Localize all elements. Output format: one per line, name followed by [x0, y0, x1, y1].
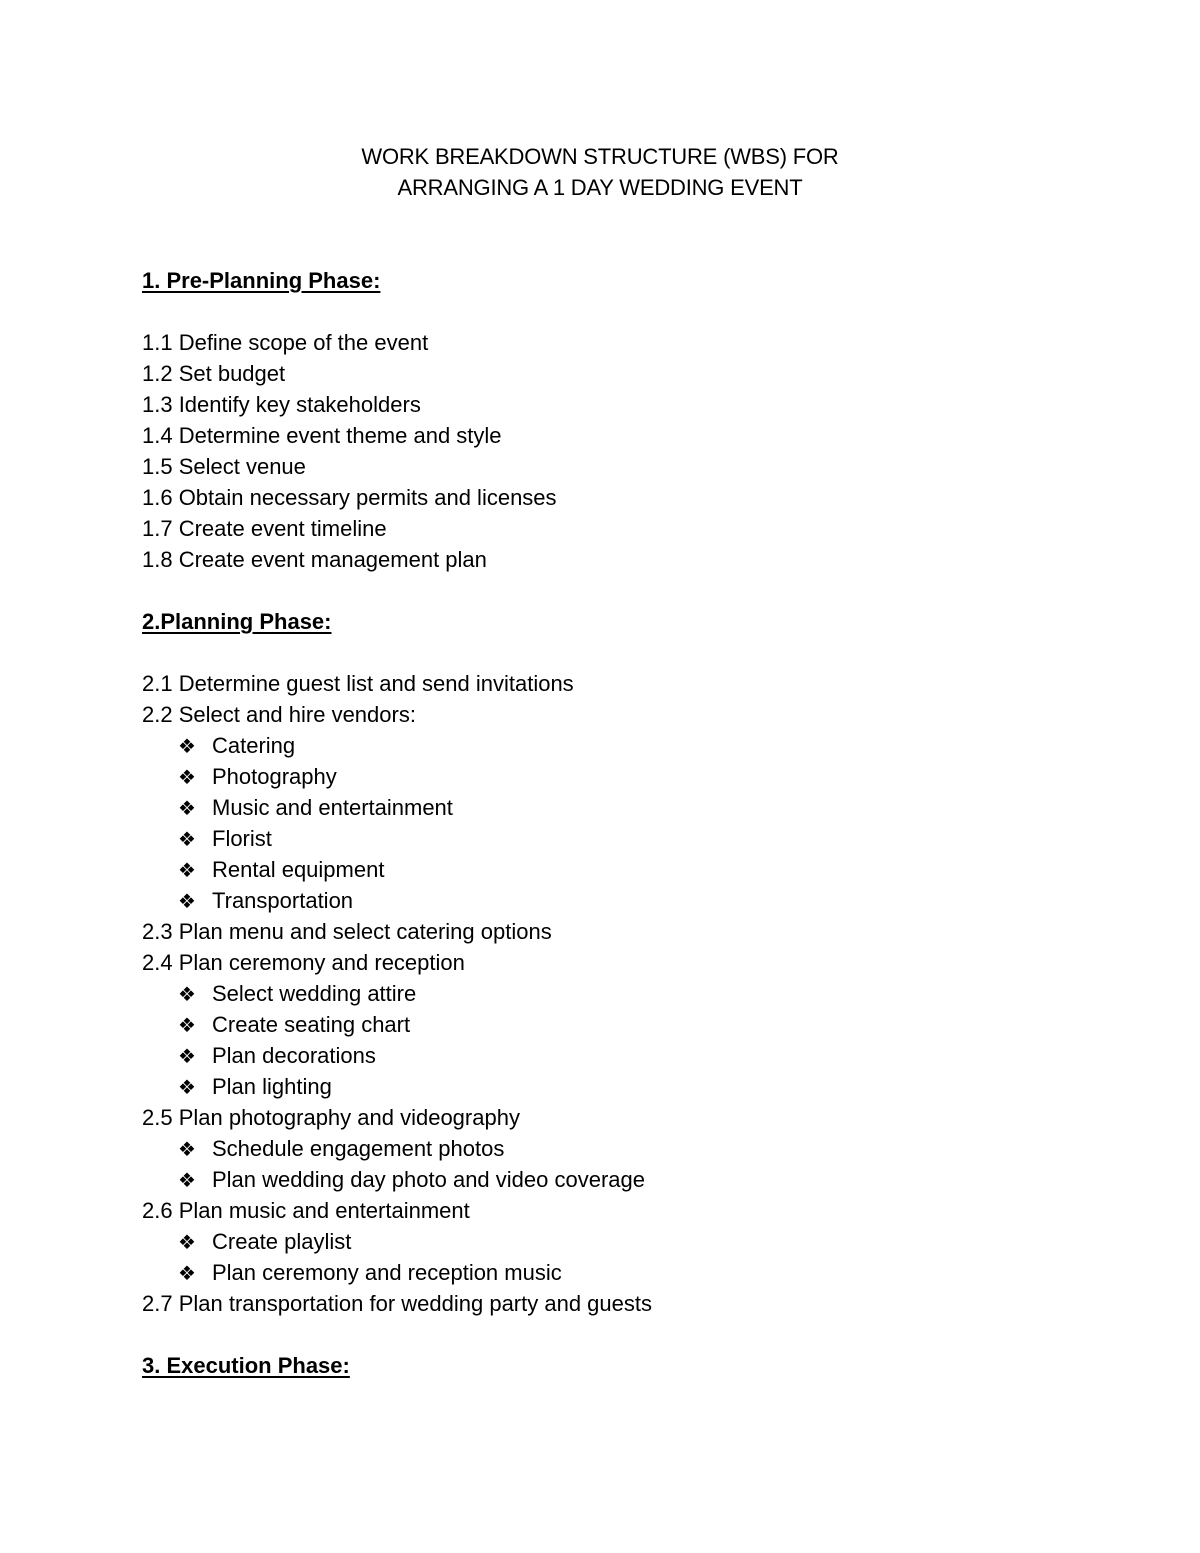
title-line-2: ARRANGING A 1 DAY WEDDING EVENT — [397, 175, 803, 200]
diamond-bullet-icon: ❖ — [178, 736, 196, 758]
list-item: 1.2 Set budget — [142, 361, 286, 386]
sub-list-item: ❖ Plan decorations — [178, 1040, 376, 1073]
phase-2-heading: 2.Planning Phase: — [142, 609, 332, 634]
list-item: 1.3 Identify key stakeholders — [142, 392, 421, 417]
list-item: 2.7 Plan transportation for wedding party and guests — [142, 1291, 652, 1316]
list-item: 2.4 Plan ceremony and reception — [142, 950, 465, 975]
list-item: 1.7 Create event timeline — [142, 516, 387, 541]
diamond-bullet-icon: ❖ — [178, 1046, 196, 1068]
diamond-bullet-icon: ❖ — [178, 767, 196, 789]
diamond-bullet-icon: ❖ — [178, 1077, 196, 1099]
phase-1-heading: 1. Pre-Planning Phase: — [142, 268, 381, 293]
diamond-bullet-icon: ❖ — [178, 1139, 196, 1161]
list-item: 1.6 Obtain necessary permits and licenses — [142, 485, 557, 510]
diamond-bullet-icon: ❖ — [178, 1263, 196, 1285]
sub-list-item: ❖ Select wedding attire — [178, 978, 416, 1011]
list-item: 2.3 Plan menu and select catering options — [142, 919, 552, 944]
list-item: 1.4 Determine event theme and style — [142, 423, 502, 448]
sub-list-item: ❖ Florist — [178, 823, 272, 856]
list-item: 1.8 Create event management plan — [142, 547, 487, 572]
diamond-bullet-icon: ❖ — [178, 1170, 196, 1192]
phase-3-heading: 3. Execution Phase: — [142, 1353, 350, 1378]
list-item: 1.5 Select venue — [142, 454, 306, 479]
sub-list-item: ❖ Catering — [178, 730, 295, 763]
list-item: 2.1 Determine guest list and send invitations — [142, 671, 574, 696]
diamond-bullet-icon: ❖ — [178, 984, 196, 1006]
diamond-bullet-icon: ❖ — [178, 860, 196, 882]
document-title — [0, 141, 1200, 203]
sub-list-item: ❖ Plan lighting — [178, 1071, 332, 1104]
sub-list-item: ❖ Photography — [178, 761, 337, 794]
sub-list-item: ❖ Music and entertainment — [178, 792, 453, 825]
diamond-bullet-icon: ❖ — [178, 798, 196, 820]
sub-list-item: ❖ Plan ceremony and reception music — [178, 1257, 562, 1290]
title-line-1: WORK BREAKDOWN STRUCTURE (WBS) FOR — [361, 144, 839, 169]
sub-list-item: ❖ Transportation — [178, 885, 353, 918]
list-item: 2.2 Select and hire vendors: — [142, 702, 416, 727]
sub-list-item: ❖ Create playlist — [178, 1226, 351, 1259]
sub-list-item: ❖ Plan wedding day photo and video coverage — [178, 1164, 645, 1197]
list-item: 1.1 Define scope of the event — [142, 330, 429, 355]
sub-list-item: ❖ Create seating chart — [178, 1009, 410, 1042]
diamond-bullet-icon: ❖ — [178, 1232, 196, 1254]
sub-list-item: ❖ Rental equipment — [178, 854, 384, 887]
diamond-bullet-icon: ❖ — [178, 1015, 196, 1037]
list-item: 2.5 Plan photography and videography — [142, 1105, 520, 1130]
diamond-bullet-icon: ❖ — [178, 829, 196, 851]
list-item: 2.6 Plan music and entertainment — [142, 1198, 470, 1223]
diamond-bullet-icon: ❖ — [178, 891, 196, 913]
sub-list-item: ❖ Schedule engagement photos — [178, 1133, 504, 1166]
